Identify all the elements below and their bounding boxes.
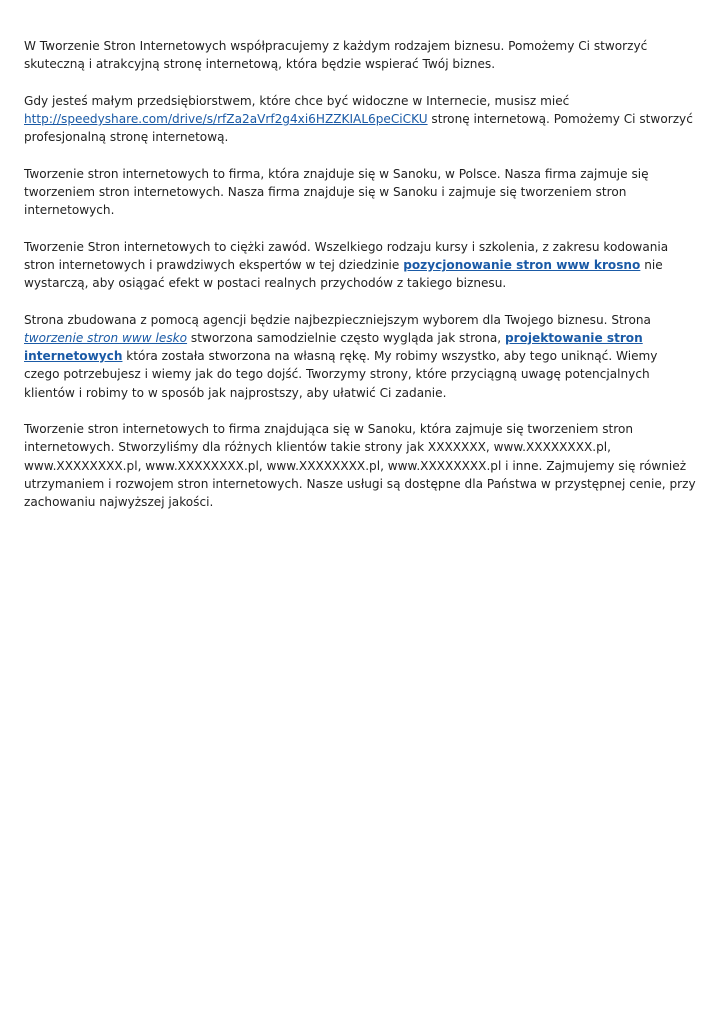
paragraph-company-location-text: Tworzenie stron internetowych to firma, która znajduje się w Sanoku, w Polsce. Nasza firma zajmuje się tworzeniem stron internetowych. Nasza firma znajduje się w Sanoku i zajmuje się tworzeniem stron internetowych. <box>24 166 649 218</box>
paragraph-hard-profession-after: nie wystarczą, aby osiągać efekt w postaci realnych przychodów z takiego biznesu. <box>24 258 663 291</box>
paragraph-small-business-before: Gdy jesteś małym przedsiębiorstwem, które chce być widoczne w Internecie, musisz mieć <box>24 93 570 108</box>
paragraph-agency-after: która została stworzona na własną rękę. My robimy wszystko, aby tego uniknąć. Wiemy czego potrzebujesz i wiemy jak do tego dojść. Tworzymy strony, które przyciągną uwagę potencjalnych klientów i robimy to w sposób jak najprostszy, aby ułatwić Ci zadanie. <box>24 349 658 400</box>
projektowanie-stron-link[interactable]: projektowanie stron internetowych <box>24 331 643 364</box>
tworzenie-lesko-link[interactable]: tworzenie stron www lesko <box>24 331 188 345</box>
paragraph-agency <box>24 311 696 402</box>
paragraph-hard-profession-before: Tworzenie Stron internetowych to ciężki zawód. Wszelkiego rodzaju kursy i szkolenia, z zakresu kodowania stron internetowych i prawdziwych ekspertów w tej dziedzinie <box>24 239 669 272</box>
pozycjonowanie-krosno-link[interactable]: pozycjonowanie stron www krosno <box>403 258 641 272</box>
paragraph-agency-middle: stworzona samodzielnie często wygląda jak strona, <box>187 331 505 345</box>
paragraph-intro-text: W Tworzenie Stron Internetowych współpracujemy z każdym rodzajem biznesu. Pomożemy Ci stworzyć skuteczną i atrakcyjną stronę internetową, która będzie wspierać Twój biznes. <box>24 39 648 72</box>
document-body <box>24 37 696 530</box>
paragraph-clients <box>24 420 696 511</box>
paragraph-small-business-after: stronę internetową. Pomożemy Ci stworzyć profesjonalną stronę internetową. <box>24 112 693 145</box>
paragraph-clients-text: Tworzenie stron internetowych to firma znajdująca się w Sanoku, która zajmuje się tworzeniem stron internetowych. Stworzyliśmy dla różnych klientów takie strony jak XXXXXXX, www.XXXXXXXX.pl, www.XXXXXXXX.pl, www.XXXXXXXX.pl, www.XXXXXXXX.pl, www.XXXXXXXX.pl i inne. Zajmujemy się również utrzymaniem i rozwojem stron internetowych. Nasze usługi są dostępne dla Państwa w przystępnej cenie, przy zachowaniu najwyższej jakości. <box>24 422 696 510</box>
paragraph-intro <box>24 37 696 73</box>
paragraph-hard-profession <box>24 238 696 293</box>
speedyshare-link[interactable]: http://speedyshare.com/drive/s/rfZa2aVrf2g4xi6HZZKIAL6peCiCKU <box>24 112 428 126</box>
paragraph-small-business <box>24 92 696 147</box>
paragraph-agency-before: Strona zbudowana z pomocą agencji będzie najbezpieczniejszym wyborem dla Twojego biznesu. Strona <box>24 312 651 327</box>
paragraph-company-location <box>24 165 696 220</box>
